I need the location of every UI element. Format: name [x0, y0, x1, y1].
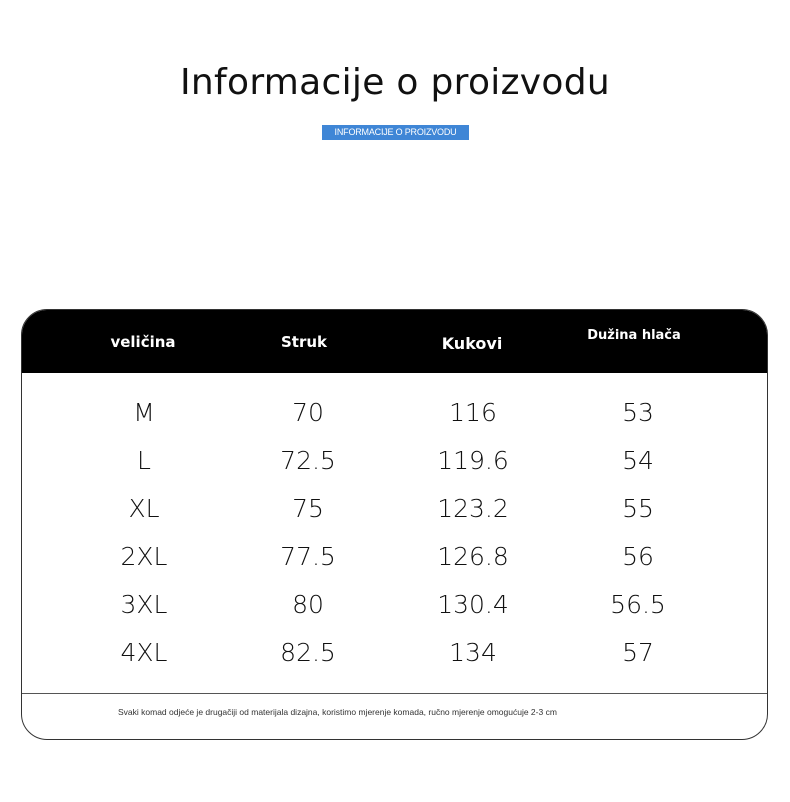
column-header-size: veličina: [110, 333, 176, 351]
table-cell: 134: [449, 638, 497, 667]
column-header-trouser-length: Dužina hlača: [587, 328, 681, 343]
table-cell: 70: [292, 398, 324, 427]
table-cell: 130.4: [437, 590, 509, 619]
table-cell: 2XL: [120, 542, 168, 571]
measurement-note: Svaki komad odjeće je drugačiji od materijala dizajna, koristimo mjerenje komada, ručno mjerenje omogućuje 2-3 cm: [118, 707, 557, 717]
subtitle-badge: INFORMACIJE O PROIZVODU: [322, 125, 469, 140]
table-cell: 57: [622, 638, 654, 667]
table-cell: 123.2: [437, 494, 509, 523]
table-cell: 56: [622, 542, 654, 571]
table-cell: XL: [128, 494, 160, 523]
table-cell: 56.5: [610, 590, 666, 619]
table-cell: 119.6: [437, 446, 509, 475]
table-cell: M: [133, 398, 155, 427]
table-cell: 80: [292, 590, 324, 619]
table-cell: L: [137, 446, 151, 475]
table-cell: 72.5: [280, 446, 336, 475]
size-chart-card: [21, 309, 768, 740]
table-header: [22, 310, 767, 373]
table-cell: 116: [449, 398, 497, 427]
table-cell: 126.8: [437, 542, 509, 571]
table-cell: 77.5: [280, 542, 336, 571]
table-cell: 54: [622, 446, 654, 475]
table-cell: 75: [292, 494, 324, 523]
column-header-hips: Kukovi: [441, 334, 503, 353]
table-cell: 55: [622, 494, 654, 523]
footer-divider: [22, 693, 767, 694]
table-cell: 3XL: [120, 590, 168, 619]
table-cell: 53: [622, 398, 654, 427]
table-cell: 4XL: [120, 638, 168, 667]
column-header-waist: Struk: [280, 333, 328, 351]
page-title: Informacije o proizvodu: [180, 62, 610, 103]
table-cell: 82.5: [280, 638, 336, 667]
